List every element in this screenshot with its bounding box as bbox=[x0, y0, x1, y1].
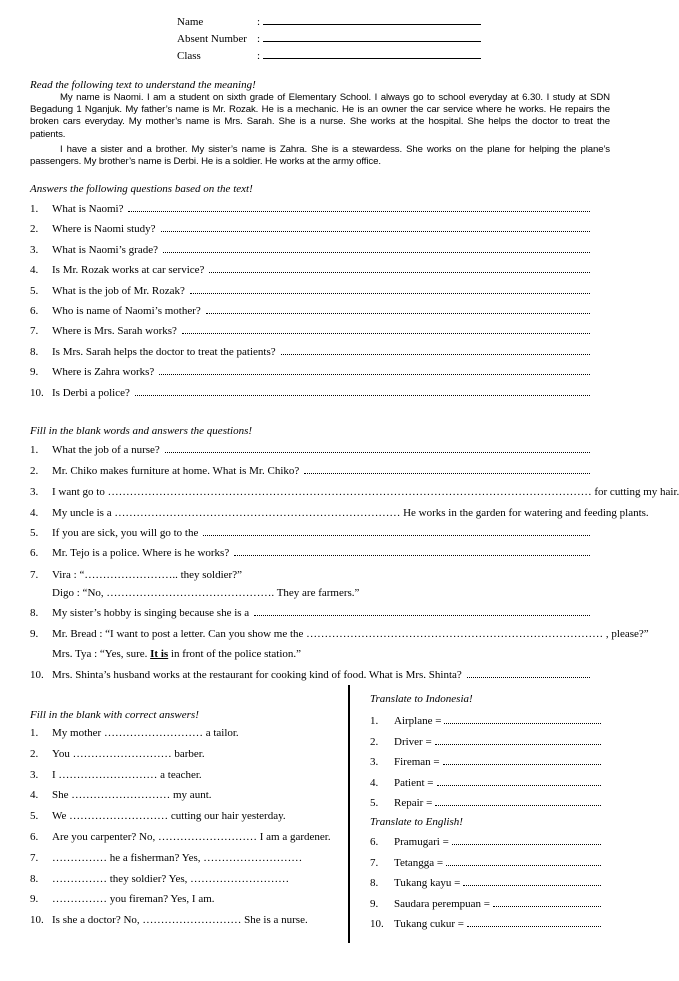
emphasis: It is bbox=[150, 648, 169, 660]
blank[interactable]: …………………………………………………………………………………………………………………… bbox=[107, 486, 592, 498]
fill-blank-item-6: 6. Are you carpenter? No, ……………………… I am a gardener. bbox=[30, 831, 331, 843]
translate-indonesia-item-3: 3. Fireman = bbox=[370, 756, 601, 768]
fill-blank-item-8: 8. …………… they soldier? Yes, ……………………… bbox=[30, 872, 290, 885]
blank[interactable]: …………………………………………………………………… bbox=[114, 507, 401, 519]
answer-line[interactable] bbox=[234, 554, 590, 556]
fill-question-6: 6. Mr. Tejo is a police. Where is he works? bbox=[30, 547, 590, 559]
section3-title: Fill in the blank with correct answers! bbox=[30, 709, 199, 721]
answer-line[interactable] bbox=[209, 271, 590, 273]
fill-question-10: 10. Mrs. Shinta’s husband works at the restaurant for cooking kind of food. What is Mrs. Shinta? bbox=[30, 669, 590, 681]
answer-line[interactable] bbox=[203, 534, 590, 536]
fill-question-9-line-2: Mrs. Tya : “Yes, sure. It is in front of the police station.” bbox=[52, 648, 302, 660]
fill-question-7-line-2: Digo : “No, ………………………………………. They are farmers.” bbox=[52, 587, 360, 599]
answer-line[interactable] bbox=[135, 394, 590, 396]
answer-line[interactable] bbox=[206, 312, 590, 314]
translate-english-item-1: 6. Pramugari = bbox=[370, 836, 601, 848]
name-label: Name bbox=[177, 16, 204, 28]
translate-indonesia-item-2: 2. Driver = bbox=[370, 736, 601, 748]
comprehension-question-8: 8. Is Mrs. Sarah helps the doctor to treat the patients? bbox=[30, 346, 590, 358]
section2-title: Fill in the blank words and answers the questions! bbox=[30, 425, 253, 437]
answer-line[interactable] bbox=[435, 804, 601, 806]
translate-english-item-4: 9. Saudara perempuan = bbox=[370, 898, 601, 910]
blank[interactable]: …………………….. bbox=[84, 569, 178, 581]
answer-line[interactable] bbox=[463, 884, 601, 886]
answer-line[interactable] bbox=[443, 763, 601, 765]
fill-blank-item-7: 7. …………… he a fisherman? Yes, ……………………… bbox=[30, 851, 303, 864]
reading-title: Read the following text to understand the meaning! bbox=[30, 79, 256, 91]
blank[interactable]: ……………………………………………………………………… bbox=[306, 628, 604, 640]
fill-question-8: 8. My sister’s hobby is singing because she is a bbox=[30, 607, 590, 619]
answer-line[interactable] bbox=[467, 925, 601, 927]
class-label: Class bbox=[177, 50, 201, 62]
translate-english-title: Translate to English! bbox=[370, 816, 463, 828]
fill-blank-item-10: 10. Is she a doctor? No, ……………………… She is a nurse. bbox=[30, 914, 308, 927]
fill-question-3: 3. I want go to …………………………………………………………………………………………………………………… for cutting my hair. bbox=[30, 486, 679, 498]
reading-paragraph-2: I have a sister and a brother. My sister’s name is Zahra. She is a stewardess. She works on the plane for helping the plane’s passengers. My brother’s name is Derbi. He is a soldier. He works at the army office. bbox=[30, 144, 610, 168]
answer-line[interactable] bbox=[182, 332, 590, 334]
absent-number-label: Absent Number bbox=[177, 33, 247, 45]
fill-question-2: 2. Mr. Chiko makes furniture at home. What is Mr. Chiko? bbox=[30, 465, 590, 477]
answer-line[interactable] bbox=[304, 472, 590, 474]
section1-title: Answers the following questions based on the text! bbox=[30, 183, 253, 195]
fill-blank-item-1: 1. My mother ……………………… a tailor. bbox=[30, 727, 239, 739]
fill-question-7: 7. Vira : “…………………….. they soldier?” bbox=[30, 569, 242, 581]
blank[interactable]: ………………………………………. bbox=[106, 587, 275, 599]
comprehension-question-10: 10. Is Derbi a police? bbox=[30, 387, 590, 399]
name-field[interactable] bbox=[263, 14, 481, 25]
answer-line[interactable] bbox=[435, 743, 601, 745]
fill-question-4: 4. My uncle is a …………………………………………………………………… He works in the garden for watering and feeding plants. bbox=[30, 507, 649, 519]
name-row: Name : bbox=[177, 14, 481, 28]
answer-line[interactable] bbox=[446, 864, 601, 866]
absent-number-row: Absent Number : bbox=[177, 31, 481, 45]
answer-line[interactable] bbox=[444, 722, 601, 724]
translate-english-item-5: 10. Tukang cukur = bbox=[370, 918, 601, 930]
answer-line[interactable] bbox=[281, 353, 590, 355]
class-row: Class : bbox=[177, 48, 481, 62]
comprehension-question-7: 7. Where is Mrs. Sarah works? bbox=[30, 325, 590, 337]
answer-line[interactable] bbox=[163, 251, 590, 253]
fill-question-1: 1. What the job of a nurse? bbox=[30, 444, 590, 456]
answer-line[interactable] bbox=[493, 905, 601, 907]
answer-line[interactable] bbox=[128, 210, 590, 212]
translate-english-item-2: 7. Tetangga = bbox=[370, 857, 601, 869]
class-field[interactable] bbox=[263, 48, 481, 59]
answer-line[interactable] bbox=[159, 373, 590, 375]
fill-question-5: 5. If you are sick, you will go to the bbox=[30, 527, 590, 539]
fill-blank-item-5: 5. We ……………………… cutting our hair yesterday. bbox=[30, 810, 286, 823]
answer-line[interactable] bbox=[452, 843, 601, 845]
comprehension-question-9: 9. Where is Zahra works? bbox=[30, 366, 590, 378]
translate-indonesia-item-4: 4. Patient = bbox=[370, 777, 601, 789]
fill-blank-item-3: 3. I ……………………… a teacher. bbox=[30, 768, 202, 781]
answer-line[interactable] bbox=[254, 614, 590, 616]
translate-indonesia-item-1: 1. Airplane = bbox=[370, 715, 601, 727]
comprehension-question-4: 4. Is Mr. Rozak works at car service? bbox=[30, 264, 590, 276]
translate-indonesia-item-5: 5. Repair = bbox=[370, 797, 601, 809]
answer-line[interactable] bbox=[467, 676, 590, 678]
fill-blank-item-2: 2. You ……………………… barber. bbox=[30, 747, 205, 760]
fill-blank-item-4: 4. She ……………………… my aunt. bbox=[30, 789, 212, 802]
fill-blank-item-9: 9. …………… you fireman? Yes, I am. bbox=[30, 893, 215, 906]
reading-paragraph-1: My name is Naomi. I am a student on sixth grade of Elementary School. I always go to school everyday at 6.30. I study at SDN Begadung 1 Nganjuk. My father’s name is Mr. Rozak. He is a mechanic. He is an owner the car service where he works. He repairs the broken cars everyday. My mother’s name is Mrs. Sarah. She is a nurse. She works at the hospital. She helps the doctor to treat the patients. bbox=[30, 92, 610, 140]
translate-english-item-3: 8. Tukang kayu = bbox=[370, 877, 601, 889]
translate-indonesia-title: Translate to Indonesia! bbox=[370, 693, 473, 705]
fill-question-9: 9. Mr. Bread : “I want to post a letter. Can you show me the ……………………………………………………………………… , please?” bbox=[30, 628, 649, 640]
answer-line[interactable] bbox=[190, 292, 590, 294]
comprehension-question-3: 3. What is Naomi’s grade? bbox=[30, 244, 590, 256]
comprehension-question-2: 2. Where is Naomi study? bbox=[30, 223, 590, 235]
answer-line[interactable] bbox=[437, 784, 601, 786]
column-divider bbox=[348, 685, 350, 943]
absent-number-field[interactable] bbox=[263, 31, 481, 42]
comprehension-question-6: 6. Who is name of Naomi’s mother? bbox=[30, 305, 590, 317]
answer-line[interactable] bbox=[165, 451, 590, 453]
comprehension-question-5: 5. What is the job of Mr. Rozak? bbox=[30, 285, 590, 297]
comprehension-question-1: 1. What is Naomi? bbox=[30, 203, 590, 215]
answer-line[interactable] bbox=[161, 230, 590, 232]
